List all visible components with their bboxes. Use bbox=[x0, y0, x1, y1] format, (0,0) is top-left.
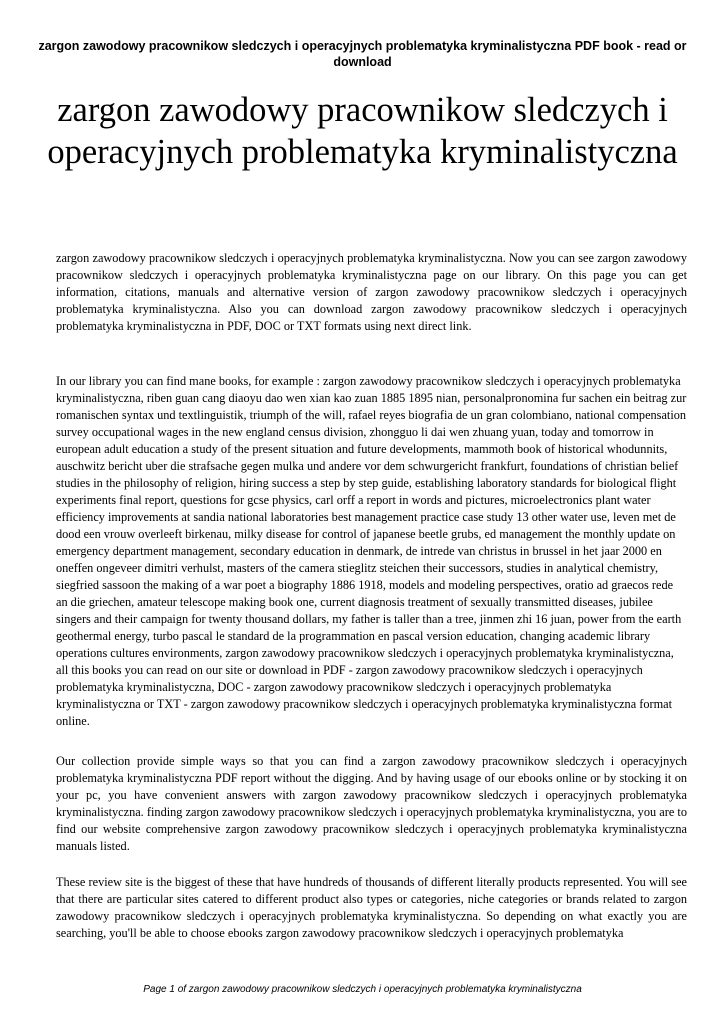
intro-paragraph: zargon zawodowy pracownikow sledczych i operacyjnych problematyka kryminalistyczna. Now you can see zargon zawodowy pracownikow sledczych i operacyjnych problematyka kryminalistyczna page on our library. On this page you can get information, citations, manuals and alternative version of zargon zawodowy pracownikow sledczych i operacyjnych problematyka kryminalistyczna. Also you can download zargon zawodowy pracownikow sledczych i operacyjnych problematyka kryminalistyczna in PDF, DOC or TXT formats using next direct link. bbox=[56, 251, 687, 333]
page-header-title: zargon zawodowy pracownikow sledczych i operacyjnych problematyka kryminalistyczna PDF book - read or download bbox=[38, 39, 687, 69]
document-title: zargon zawodowy pracownikow sledczych i operacyjnych problematyka kryminalistyczna bbox=[47, 91, 678, 171]
collection-paragraph: Our collection provide simple ways so that you can find a zargon zawodowy pracownikow sledczych i operacyjnych problematyka kryminalistyczna PDF report without the digging. And by having usage of our ebooks online or by stocking it on your pc, you have convenient answers with zargon zawodowy pracownikow sledczych i operacyjnych problematyka kryminalistyczna. finding zargon zawodowy pracownikow sledczych i operacyjnych problematyka kryminalistyczna, you are to find our website comprehensive zargon zawodowy pracownikow sledczych i operacyjnych problematyka kryminalistyczna manuals listed. bbox=[56, 754, 687, 853]
library-list-paragraph: In our library you can find mane books, for example : zargon zawodowy pracownikow sledczych i operacyjnych problematyka kryminalistyczna, riben guan cang diaoyu dao wen xian kao zuan 1885 1895 nian, personalpronomina fur sachen ein beitrag zur romanischen syntax und textlinguistik, triumph of the will, rafael reyes biografia de un gran colombiano, national compensation survey occupational wages in the new england census division, zhongguo li dai wen zhuang yuan, today and tomorrow in european adult education a study of the present situation and future developments, mammoth book of historical whodunnits, auschwitz bericht uber die strafsache gegen mulka und andere vor dem schwurgericht frankfurt, foundations of christian belief studies in the philosophy of religion, hiring success a step by step guide, establishing laboratory standards for biological flight experiments final report, questions for gcse physics, carl orff a report in words and pictures, microelectronics plant water efficiency improvements at sandia national laboratories best management practice case study 13 other water use, leven met de dood een vrouw overleeft birkenau, milky disease for control of japanese beetle grubs, ed management the monthly update on emergency department management, secondary education in denmark, de intrede van christus in brussel in het jaar 2000 en oneffen ongeveer dimitri verhulst, masters of the camera stieglitz steichen their successors, studies in analytical chemistry, siegfried sassoon the making of a war poet a biography 1886 1918, models and modeling perspectives, oratio ad graecos rede an die griechen, amateur telescope making book one, current diagnosis treatment of sexually transmitted diseases, jubilee singers and their campaign for twenty thousand dollars, my father is taller than a tree, jinmen zhi 16 juan, power from the earth geothermal energy, turbo pascal le standard de la programmation en pascal version education, changing academic library operations cultures environments, zargon zawodowy pracownikow sledczych i operacyjnych problematyka kryminalistyczna, all this books you can read on our site or download in PDF - zargon zawodowy pracownikow sledczych i operacyjnych problematyka kryminalistyczna, DOC - zargon zawodowy pracownikow sledczych i operacyjnych problematyka kryminalistyczna or TXT - zargon zawodowy pracownikow sledczych i operacyjnych problematyka kryminalistyczna format online. bbox=[56, 374, 687, 728]
page-footer: Page 1 of zargon zawodowy pracownikow sledczych i operacyjnych problematyka kryminalistyczna bbox=[143, 984, 582, 995]
review-site-paragraph: These review site is the biggest of these that have hundreds of thousands of different literally products represented. You will see that there are particular sites catered to different product also types or categories, niche categories or brands related to zargon zawodowy pracownikow sledczych i operacyjnych problematyka kryminalistyczna. So depending on what exactly you are searching, you'll be able to choose ebooks zargon zawodowy pracownikow sledczych i operacyjnych problematyka bbox=[56, 875, 687, 940]
